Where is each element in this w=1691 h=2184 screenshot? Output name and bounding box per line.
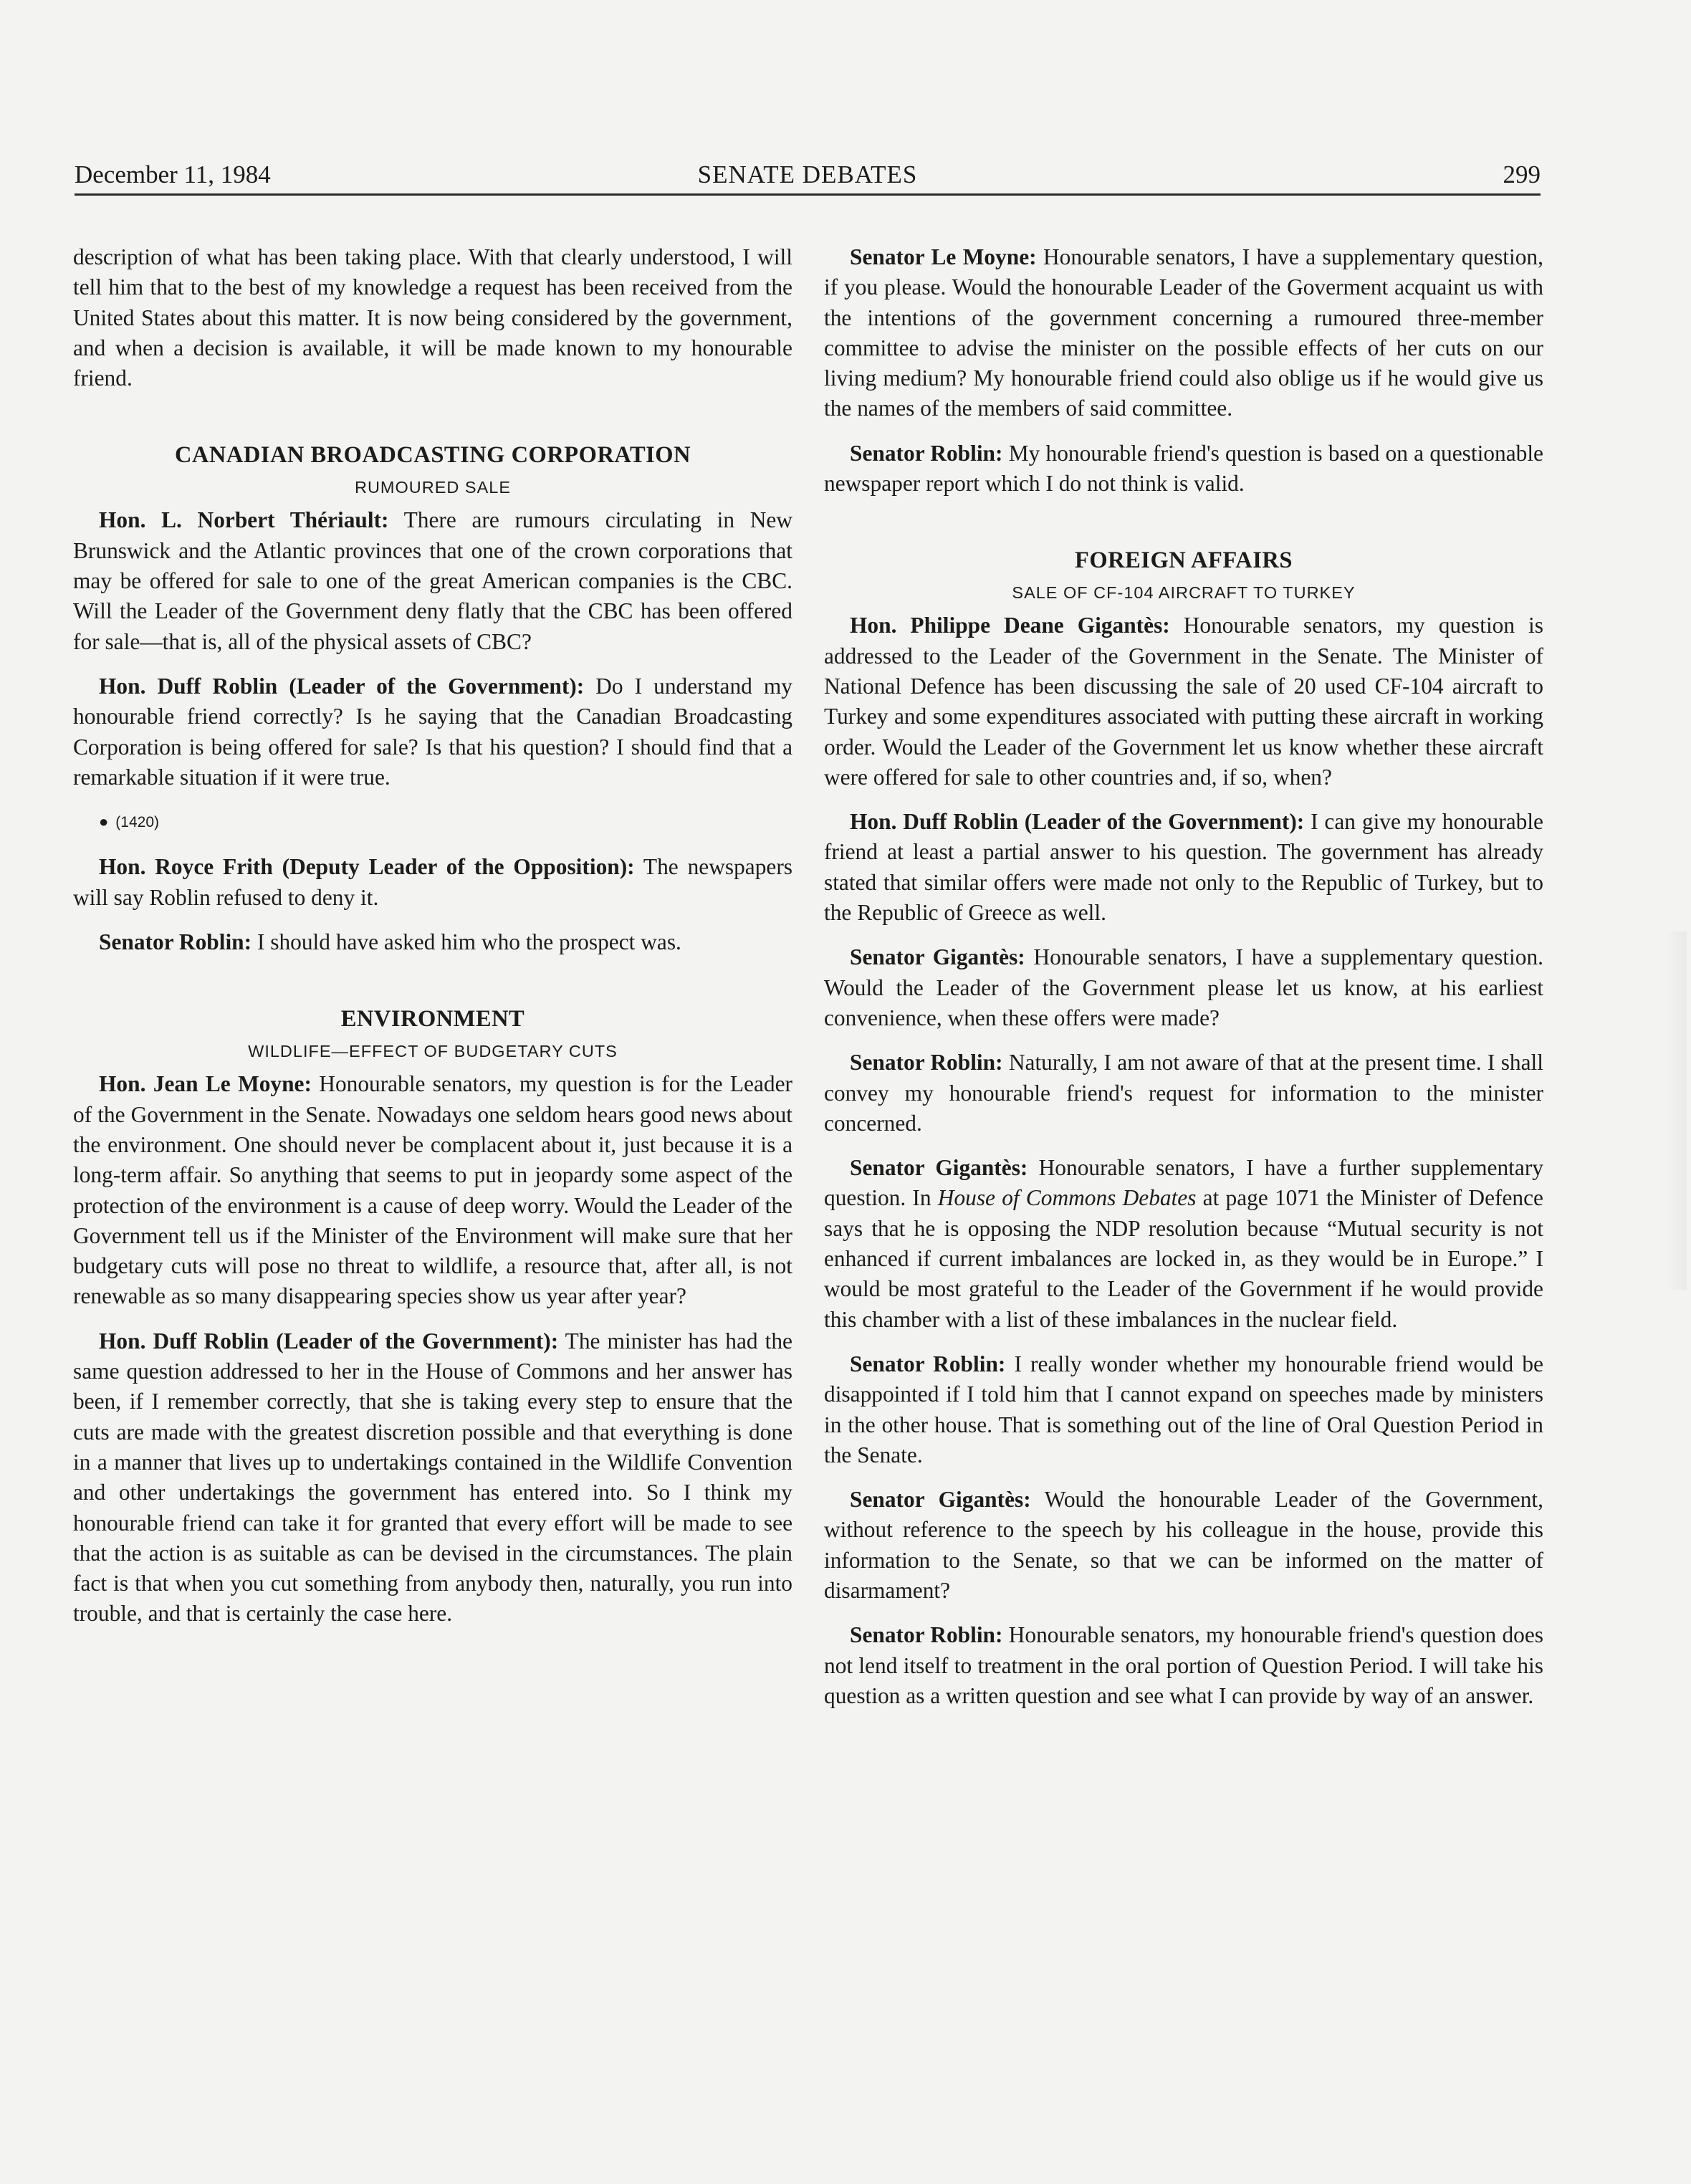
speech-text: I should have asked him who the prospect was.: [257, 929, 681, 955]
scan-edge-shadow: [1665, 931, 1687, 1290]
speech-paragraph: [824, 807, 1543, 928]
speaker-name: Senator Roblin:: [99, 929, 252, 955]
speaker-name: Senator Roblin:: [850, 1622, 1003, 1648]
subheading-wildlife: WILDLIFE—EFFECT OF BUDGETARY CUTS: [248, 1042, 618, 1061]
speech-text: Would the honourable Leader of the Government, without reference to the speech by his colleague in the house, provide this information to the Senate, so that we can be informed on the matter of disarmament?: [824, 1487, 1544, 1603]
section-heading-environment: ENVIRONMENT: [340, 1006, 525, 1033]
page-number: 299: [1503, 161, 1541, 188]
speech-paragraph: [824, 1153, 1543, 1335]
running-header: [75, 158, 1541, 196]
speech-text: Honourable senators, I have a supplementary question, if you please. Would the honourable Leader of the Goverment acquaint us with the intentions of the government concerning a rumoured three-member committee to advise the minister on the possible effects of her cuts on our living medium? My honourable friend could also oblige us if he would give us the names of the members of said committee.: [824, 244, 1543, 421]
publication-title: House of Commons Debates: [937, 1185, 1197, 1211]
speaker-name: Hon. Royce Frith (Deputy Leader of the Opposition):: [99, 854, 635, 880]
speech-text: The minister has had the same question addressed to her in the House of Commons and her answer has been, if I remember correctly, that she is taking every step to ensure that the cuts are made with the greatest discretion possible and that everything is done in a manner that lives up to undertakings contained in the Wildlife Convention and other undertakings the government has entered into. So I think my honourable friend can take it for granted that every effort will be made to see that the action is as suitable as can be devised in the circumstances. The plain fact is that when you cut something from anybody then, naturally, you run into trouble, and that is certainly the case here.: [73, 1328, 792, 1627]
speaker-name: Senator Roblin:: [850, 440, 1003, 466]
subheading-cf104-sale: SALE OF CF-104 AIRCRAFT TO TURKEY: [1012, 583, 1356, 603]
speech-text: I can give my honourable friend at least a partial answer to his question. The government has already stated that similar offers were made not only to the Republic of Turkey, but to the Republic of Greece as well.: [824, 809, 1543, 926]
speech-paragraph: [824, 1485, 1543, 1606]
speaker-name: Hon. Duff Roblin (Leader of the Government):: [99, 673, 585, 699]
speech-text: My honourable friend's question is based on a questionable newspaper report which I do not think is valid.: [824, 440, 1543, 497]
speech-text: There are rumours circulating in New Brunswick and the Atlantic provinces that one of the crown corporations that may be offered for sale to one of the great American companies is the CBC. Will the Leader of the Government deny flatly that the CBC has been offered for sale—that is, all of the physical assets of CBC?: [73, 507, 793, 654]
speech-paragraph: [73, 1326, 792, 1629]
continued-paragraph: description of what has been taking place. With that clearly understood, I will tell him that to the best of my knowledge a request has been received from the United States about this matter. It is now being considered by the government, and when a decision is available, it will be made known to my honourable friend.: [73, 244, 792, 391]
section-heading-foreign-affairs: FOREIGN AFFAIRS: [1075, 547, 1293, 574]
speech-paragraph: [824, 942, 1543, 1033]
left-column: [73, 242, 792, 1644]
speech-paragraph: [824, 439, 1543, 499]
speech-paragraph: [824, 1048, 1543, 1139]
speech-text: Honourable senators, my question is for the Leader of the Government in the Senate. Nowadays one seldom hears good news about the environment. One should never be complacent about it, just because it is a long-term affair. So anything that seems to put in jeopardy some aspect of the protection of the environment is a cause of deep worry. Would the Leader of the Government tell us if the Minister of the Environment will make sure that her budgetary cuts will pose no threat to wildlife, a resource that, after all, is not renewable as so many disappearing species show us year after year?: [73, 1071, 792, 1309]
speech-text: The newspapers will say Roblin refused to deny it.: [73, 854, 793, 910]
speaker-name: Hon. L. Norbert Thériault:: [99, 507, 389, 533]
speaker-name: Hon. Philippe Deane Gigantès:: [850, 613, 1170, 638]
speech-text: Honourable senators, my honourable friend's question does not lend itself to treatment in the oral portion of Question Period. I will take his question as a written question and see what I can provide by way of an answer.: [824, 1622, 1543, 1708]
header-date: December 11, 1984: [75, 161, 271, 188]
speech-paragraph: [73, 1069, 792, 1311]
speaker-name: Hon. Duff Roblin (Leader of the Government):: [850, 809, 1305, 835]
section-heading-cbc: CANADIAN BROADCASTING CORPORATION: [174, 442, 691, 469]
speech-paragraph: [73, 671, 792, 792]
speech-paragraph: [824, 610, 1543, 792]
bullet-icon: ●: [99, 813, 109, 831]
speech-paragraph: [73, 927, 792, 957]
speech-text: Do I understand my honourable friend correctly? Is he saying that the Canadian Broadcasting Corporation is being offered for sale? Is that his question? I should find that a remarkable situation if it were true.: [73, 673, 792, 790]
speech-paragraph: [824, 242, 1543, 424]
speaker-name: Hon. Jean Le Moyne:: [99, 1071, 312, 1097]
time-marker-text: (1420): [115, 814, 159, 831]
speech-text: at page 1071 the Minister of Defence says that he is opposing the NDP resolution because “Mutual security is not enhanced if current imbalances are locked in, as they would be in Europe.” I would be most grateful to the Leader of the Government if he would provide this chamber with a list of these imbalances in the nuclear field.: [824, 1185, 1543, 1332]
right-column: [824, 242, 1543, 1725]
header-title: SENATE DEBATES: [697, 161, 918, 188]
speech-text: Honourable senators, my question is addressed to the Leader of the Government in the Senate. The Minister of National Defence has been discussing the sale of 20 used CF-104 aircraft to Turkey and some expenditures associated with putting these aircraft in working order. Would the Leader of the Government let us know whether these aircraft were offered for sale to other countries and, if so, when?: [824, 613, 1543, 790]
speaker-name: Senator Roblin:: [850, 1050, 1003, 1076]
speaker-name: Senator Gigantès:: [850, 1155, 1028, 1181]
speaker-name: Senator Gigantès:: [850, 1487, 1031, 1513]
speech-text: Honourable senators, I have a further supplementary question. In: [824, 1155, 1543, 1211]
time-marker: [73, 807, 792, 838]
speech-paragraph: [824, 1349, 1543, 1470]
speech-paragraph: [824, 1620, 1543, 1711]
speaker-name: Senator Gigantès:: [850, 944, 1025, 970]
speaker-name: Hon. Duff Roblin (Leader of the Government):: [99, 1328, 559, 1354]
speech-paragraph: [73, 852, 792, 913]
speech-text: I really wonder whether my honourable friend would be disappointed if I told him that I cannot expand on speeches made by ministers in the other house. That is something out of the line of Oral Question Period in the Senate.: [824, 1351, 1543, 1467]
speech-text: Naturally, I am not aware of that at the present time. I shall convey my honourable friend's request for information to the minister concerned.: [824, 1050, 1543, 1136]
speech-text: Honourable senators, I have a supplementary question. Would the Leader of the Government please let us know, at his earliest convenience, when these offers were made?: [824, 944, 1543, 1030]
subheading-rumoured-sale: RUMOURED SALE: [354, 478, 511, 497]
speech-paragraph: [73, 505, 792, 656]
speaker-name: Senator Roblin:: [850, 1351, 1006, 1376]
speaker-name: Senator Le Moyne:: [850, 244, 1037, 269]
